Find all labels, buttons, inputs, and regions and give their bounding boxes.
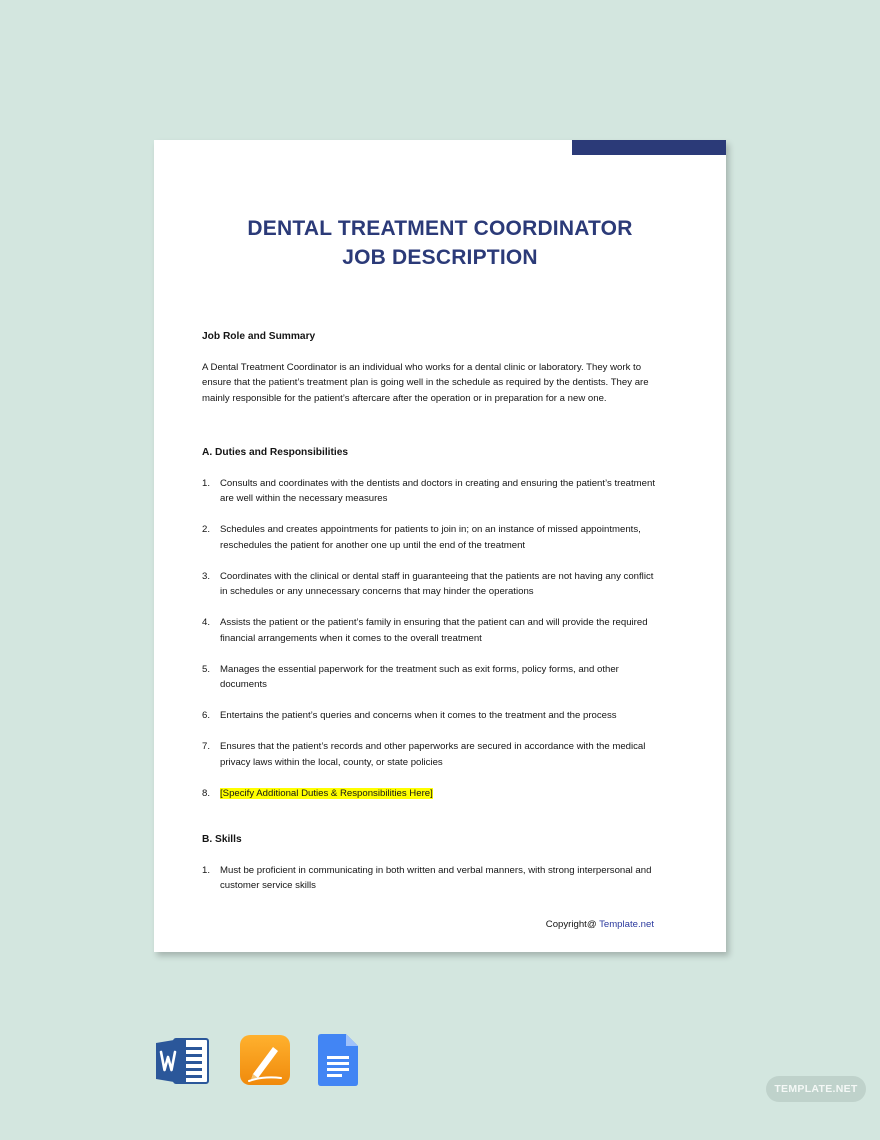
title-line-2: JOB DESCRIPTION: [342, 246, 538, 269]
item-text: Coordinates with the clinical or dental staff in guaranteeing that the patients are not having any conflict in schedules or any unnecessary concerns that may hinder the operations: [220, 570, 654, 597]
copyright-link[interactable]: Template.net: [599, 919, 654, 930]
list-item: [202, 708, 660, 724]
item-number: 1.: [202, 864, 211, 876]
google-docs-icon[interactable]: [318, 1034, 358, 1086]
item-number: 3.: [202, 570, 211, 582]
item-text: Schedules and creates appointments for patients to join in; on an instance of missed appointments, reschedules the patient for another one up until the end of the treatment: [220, 524, 641, 551]
placeholder-highlight: [Specify Additional Duties & Responsibilities Here]: [220, 787, 433, 799]
document-page: [154, 140, 726, 952]
copyright: [546, 919, 654, 930]
summary-text: A Dental Treatment Coordinator is an individual who works for a dental clinic or laboratory. They work to ensure that the patient’s treatment plan is going well in the schedule as required by the dentists. They are mainly responsible for the patient’s aftercare after the operation or in preparation for a new one.: [202, 361, 649, 404]
item-text: Ensures that the patient’s records and other paperworks are secured in accordance with the medical privacy laws within the local, county, or state policies: [220, 741, 646, 768]
copyright-label: Copyright@: [545, 919, 600, 930]
item-number: 4.: [202, 617, 211, 628]
item-number: 5.: [202, 663, 211, 675]
summary-heading: Job Role and Summary: [202, 331, 316, 342]
item-number: 1.: [202, 477, 211, 489]
list-item: [202, 522, 660, 553]
document-title: [154, 214, 726, 272]
skills-list: [202, 863, 660, 894]
template-net-watermark: TEMPLATE.NET: [766, 1076, 866, 1102]
list-item: [202, 569, 660, 600]
title-line-1: DENTAL TREATMENT COORDINATOR: [247, 217, 633, 240]
pages-icon[interactable]: [239, 1034, 291, 1086]
skills-heading: B. Skills: [202, 834, 242, 845]
item-number: 8.: [202, 787, 211, 799]
item-number: 2.: [202, 524, 211, 535]
list-item: [202, 476, 660, 507]
document-body: [202, 329, 660, 909]
item-number: 7.: [202, 741, 211, 752]
item-text: Manages the essential paperwork for the treatment such as exit forms, policy forms, and other documents: [220, 663, 619, 690]
page-accent-bar: [572, 140, 726, 155]
word-icon[interactable]: [156, 1037, 210, 1085]
duties-heading: A. Duties and Responsibilities: [202, 447, 349, 458]
item-text: Entertains the patient’s queries and concerns when it comes to the treatment and the process: [220, 710, 617, 721]
list-item: [202, 786, 660, 802]
item-text: Consults and coordinates with the dentists and doctors in creating and ensuring the patient’s treatment are well within the necessary measures: [220, 477, 656, 504]
list-item: [202, 615, 660, 646]
list-item: [202, 662, 660, 693]
item-text: Assists the patient or the patient’s family in ensuring that the patient can and will provide the required financial arrangements when it comes to the overall treatment: [220, 617, 648, 644]
list-item: [202, 863, 660, 894]
list-item: [202, 739, 660, 770]
duties-list: [202, 476, 660, 802]
item-text: Must be proficient in communicating in both written and verbal manners, with strong interpersonal and customer service skills: [220, 864, 652, 891]
item-number: 6.: [202, 710, 211, 721]
